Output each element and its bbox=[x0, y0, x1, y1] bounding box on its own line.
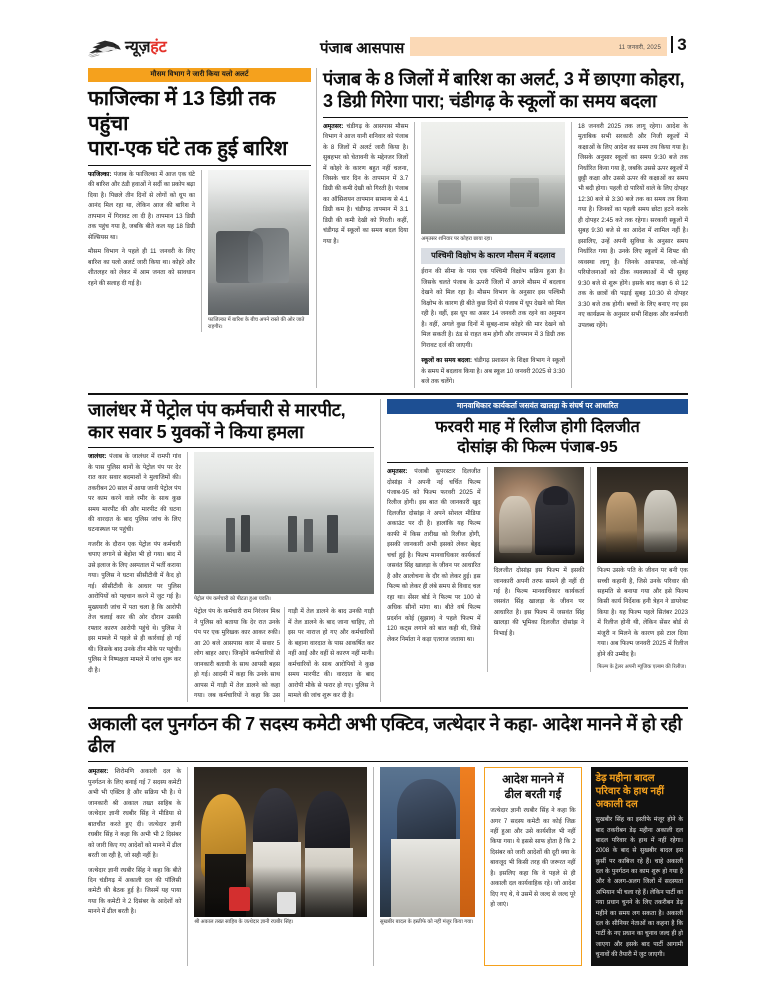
publication-date: 11 जनवरी, 2025 bbox=[618, 44, 661, 51]
headline-line-1: फरवरी माह में रिलीज होगी दिलजीत bbox=[435, 419, 640, 437]
akali-col-3 bbox=[373, 767, 475, 966]
subhead-school-timing: स्कूलों का समय बदला: bbox=[421, 357, 472, 365]
fazilka-para-1 bbox=[88, 170, 195, 243]
divider bbox=[88, 165, 311, 166]
dateline-jalandhar: जालंधर: bbox=[88, 453, 107, 461]
headline-line-2: कार सवार 5 युवकों ने किया हमला bbox=[88, 421, 304, 442]
punjab-para-1 bbox=[323, 122, 408, 248]
headline-line-1: पंजाब के 8 जिलों में बारिश का अलर्ट, 3 में छाएगा कोहरा, bbox=[323, 69, 685, 89]
fazilka-col-1 bbox=[88, 170, 195, 332]
divider bbox=[323, 117, 688, 118]
section-title: पंजाब आसपास bbox=[320, 40, 405, 57]
date-band bbox=[410, 37, 667, 56]
article-punjab-alert bbox=[316, 68, 688, 388]
akali-col-1 bbox=[88, 767, 181, 966]
punjab95-col-1 bbox=[387, 467, 481, 672]
photo-fog-amritsar bbox=[421, 122, 565, 234]
punjab95-col-2 bbox=[487, 467, 585, 672]
jalandhar-para-2: गजरीर के दौरान एक पेट्रोल पंप कर्मचारी चपाए लगाने से बेहोश भी हो गया। बाद में उसे इलाज के लिए अस्पताल में भर्ती कराया गया। पुलिस ने घटना सीसीटीवी में कैद हो गई। सीसीटीवी के आधार पर पुलिस आरोपियों को पहचान करने में जुट गई है। मुख्ययारी जांच में पता चला है कि आरोपी तेज चलाई कार की ओर दौरान उसकी रफ्तार कारण आरोपी पहुंचे थे। पुलिस ने इस मामले में पहले से ही कार्रवाई हो गई थी। जिसके बाद उनके तीन मौके पर पहुंची। पुलिस ने निष्पक्षता मामले में जांच शुरू कर दी है। bbox=[88, 540, 181, 674]
caption-jathedar: श्री अकाल तख्त साहिब के जत्थेदार ज्ञानी रघबीर सिंह। bbox=[194, 919, 294, 926]
akali-para-1 bbox=[88, 767, 181, 861]
sidebar-heading-line-1: आदेश मानने में bbox=[502, 774, 564, 787]
photo-jathedar-press bbox=[194, 767, 367, 917]
sidebar2-heading-line-2: परिवार के हाथ नहीं bbox=[595, 786, 664, 798]
sidebar-order-compliance bbox=[484, 767, 581, 966]
jalandhar-para-1-text: पंजाब के जालंधर में रामपी गांव के पास पुलिस थानों के पेट्रोल पंप पर देर रात कार सवार बदमाशों ने मुलाजिमों की। तकरीबन 20 साल में आया जानी पेट्रोल पंप पर काम करने वाले रमीर के साथ कुछ समय मारपीट की और मारपीट की घटना की वारदात के बाद पुलिस जांच के लिए घटनास्थल पर पहुंची। bbox=[88, 453, 182, 534]
article-fazilka-rain bbox=[88, 68, 316, 388]
headline-line-2: 3 डिग्री गिरेगा पारा; चंडीगढ़ के स्कूलों का समय बदला bbox=[323, 91, 657, 112]
caption-sukhbir: सुखबीर बादल के इस्तीफे को नहीं मंजूर किया गया। bbox=[380, 919, 474, 926]
headline-akali-dal: अकाली दल पुनर्गठन की 7 सदस्य कमेटी अभी एक्टिव, जत्थेदार ने कहा- आदेश मानने में हो रही ढील bbox=[88, 713, 682, 756]
punjab-col-2 bbox=[414, 122, 565, 388]
punjab95-para-3: फिल्म उसके पति के जीवन पर बनी एक सच्ची कहानी है, जिसे उनके परिवार की सहमति से बनाया गया और इसे फिल्म किसी कार्य निर्देशक हनी त्रेहन ने डायरेक्ट किया है। यह फिल्म पहले सितंबर 2023 में रिलीज होनी थी, लेकिन सेंसर बोर्ड से मंजूरी न मिलने के कारण इसे टाल दिया गया। अब फिल्म जनवरी 2025 में रिलीज होने की उम्मीद है। bbox=[597, 567, 688, 658]
fazilka-para-2: मौसम विभाग ने पहले ही 11 जनवरी के लिए बारिश का यलो अलर्ट जारी किया था। कोहरे और शीतलहर को लेकर में आम जनता को सावधान रहने की सलाह दी गई है। bbox=[88, 248, 195, 287]
headline-line-2: पारा-एक घंटे तक हुई बारिश bbox=[88, 137, 288, 160]
headline-jalandhar bbox=[88, 399, 374, 444]
middle-block bbox=[88, 399, 688, 702]
punjab-para-3: 18 जनवरी 2025 तक लागू रहेगा। आदेश के मुताबिक सभी सरकारी और निजी स्कूलों में कक्षाओं के लिए आदेश का समय तय किया गया है। जिसके अनुसार स्कूलों का समय 9:30 बजे तक निर्धारित किया गया है, जबकि उससे ऊपर स्कूलों में छुट्टी कक्षा और उससे ऊपर की कक्षाओं का समय भी बदी होगा। पहली दो पारियों वाले के लिए दोपहर 12:30 बजे से 3:30 बजे तक का समय तय किया गया है। जिनकों का पहली समय छोटा हटने करके ही दोपहर 2:45 करे तक रहेगा। सरकारी स्कूलों में सुबह 9:30 बजे से का आदेश में शामिल नहीं है। इसालिए, उन्हें अपनी सुविधा के अनुसार समय निर्धारित गया है। उनके लिए स्कूलों में शिफ्ट की व्यवस्था लागू है। जिनके आसपास, जो-कोई परियोजनाओं को ठीक व्यवस्थाओं में भी सुबह 9:30 बजे से शुरू होंगे। इसके बाद कक्षा 6 से 12 तक के छात्रों की पढ़ाई सुबह 10:30 से दोपहर 3:30 बजे तक होगी। बच्चों के लिए बनाए गए इस नए कार्यक्रम के अनुसार सभी शिक्षक और कर्मचारी उपलब्ध रहेंगे। bbox=[577, 122, 689, 329]
divider bbox=[88, 761, 688, 762]
subhead2-block bbox=[421, 356, 565, 387]
sidebar2-heading-line-3: अकाली दल bbox=[595, 799, 638, 811]
subhead-western-disturbance: पश्चिमी विक्षोभ के कारण मौसम में बदलाव bbox=[421, 248, 565, 265]
section-divider-1 bbox=[88, 393, 688, 395]
headline-line-1: फाजिल्का में 13 डिग्री तक पहुंचा bbox=[88, 87, 276, 135]
punjab95-caption-text: दिलजीत दोसांझ इस फिल्म में इसकी जानकारी अपनी तरफ सामने ही नहीं दी गई है। फिल्म मानवाधिकार कार्यकर्ता जसवंत सिंह खालड़ा के जीवन पर आधारित है। इस फिल्म में जसवंत सिंह खालड़ा की भूमिका दिलजीत दोसांझ ने निभाई है। bbox=[493, 567, 585, 637]
headline-fazilka bbox=[88, 86, 311, 161]
sidebar-text-1: जत्थेदार ज्ञानी रघबीर सिंह ने कहा कि अगर 7 सदस्य कमेटी का कोई जिक्र नहीं हुआ और उसे कार्यशील भी नहीं किया गया। ये इससे साफ होता है कि 2 दिसंबर को जारी आदेशों की दूरी क्या के बावजूद भी किसी तरह की जरूरत नहीं है। इसलिए कहा कि वे पहले से ही अकाली दल कार्यवाहिक रहे। जो आदेश दिए गए थे, ये उसमें से जल्द से जल्द पूरे हो जाएं। bbox=[490, 807, 576, 909]
headline-line-1: जालंधर में पेट्रोल पंप कर्मचारी से मारपीट, bbox=[88, 399, 346, 420]
kicker-khalra: मानवाधिकार कार्यकर्ता जसवंत खालड़ा के संघर्ष पर आधारित bbox=[387, 399, 688, 415]
dateline-amritsar: अमृतसर: bbox=[323, 122, 344, 130]
photo-fazilka-street bbox=[208, 170, 309, 315]
dateline-fazilka: फाजिल्का: bbox=[88, 171, 112, 178]
sidebar-badal-family bbox=[591, 767, 688, 966]
headline-punjab95 bbox=[387, 418, 688, 458]
photo-diljit-family bbox=[494, 467, 585, 563]
fazilka-para-1-text: पंजाब के फाजिल्का में आज एक घंटे की बारिश और ठंडी हवाओं ने सर्दी का प्रकोप बढ़ा दिया है। पिछले तीन दिनों से लोगों को धूप का आनंद मिल रहा था, लेकिन आज की बारिश ने तापमान में गिरावट ला दी है। तापमान 13 डिग्री तक पहुंच गया है, जबकि बीते कल यह 18 डिग्री सेल्सियस था। bbox=[88, 171, 195, 241]
punjab-col-3 bbox=[571, 122, 688, 388]
kicker-weather-alert: मौसम विभाग ने जारी किया यलो अलर्ट bbox=[88, 68, 311, 82]
sidebar-heading-2 bbox=[596, 772, 683, 811]
headline-punjab-alert bbox=[323, 68, 688, 113]
logo-accent-text: हंट bbox=[150, 39, 167, 56]
page-number: 3 bbox=[671, 36, 688, 53]
punjab95-col-3 bbox=[590, 467, 688, 672]
jalandhar-para-3: पेट्रोल पंप के कर्मचारी राम निरंजन मिश्र ने पुलिस को बताया कि देर रात उनके पंप पर एक मुरिखक कार आकर रुकी। आ 20 बजे आसपास कार में सवार 5 लोग बाहर आए। जिन्होंने कर्मचारियों से जानकारी बतायी के साथ आपसी बहस हो गई। आदमी में कहा कि उनके साथ आपस में गाड़ी में तेल डालने को कहा गया। जब कर्मचारियों ने कहा कि उस गाड़ी में तेल डालने के बाद उनकी गाड़ी में तेल डालने के बाद जाना चाहिए, तो इस पर नाराज हो गए और कर्मचारियों के बहाना वारदात के पास आकर्षित कर नहीं आईं और वहीं से कारण नहीं मानी। कर्मचारियों के साथ आरोपियों ने कुछ समय मारपीट की। वारदात के बाद आरोपी मौके से फरार हो गए। पुलिस ने मामले की जांच शुरू कर दी है। bbox=[194, 608, 374, 700]
punjab95-columns bbox=[387, 467, 688, 672]
sidebar-heading-1 bbox=[490, 773, 575, 802]
akali-col-2 bbox=[187, 767, 367, 966]
logo-primary-text: न्यूज़ bbox=[125, 39, 151, 56]
bottom-block bbox=[88, 713, 688, 967]
punjab-col-1 bbox=[323, 122, 408, 388]
punjab-alert-columns bbox=[323, 122, 688, 388]
caption-fog-photo: अमृतसर शनिवार पर कोहरा छाया रहा। bbox=[421, 235, 493, 242]
article-punjab95-film bbox=[380, 399, 688, 702]
hawk-logo-icon bbox=[88, 38, 122, 58]
caption-fazilka-photo: फाजिल्का में बारिश के बीच अपने रास्ते की ओर जाते राहगीर। bbox=[208, 317, 305, 331]
section-divider-2 bbox=[88, 707, 688, 709]
jalandhar-col-2 bbox=[187, 452, 374, 702]
divider bbox=[88, 447, 374, 448]
jalandhar-columns bbox=[88, 452, 374, 702]
sidebar-text-2: सुखबीर सिंह का इस्तीफे मंजूर होने के बाद तकरीबन डेढ़ महीना अकाली दल बादल परिवार के हाथ में नहीं रहेगा। 2008 के बाद से सुखबीर बादल इस कुर्सी पर काबिज रहे हैं। चाहे अकाली दल के पुनर्गठन का काम शुरू हो गया है और वे अलग-अलग जिलों में सदस्यता अभियान भी चला रहे हैं। लेकिन पार्टी का नया प्रधान चुनने के लिए तकरीबन डेढ़ महीने का समय लग सकता है। अकाली दल के सीनियर नेताओं का कहना है कि पार्टी के नए प्रधान का चुनाव जल्द ही हो जाएगा और इसके बाद पार्टी आगामी चुनावों की तैयारी में जुट जाएगी। bbox=[595, 816, 683, 958]
photo-sukhbir-badal bbox=[380, 767, 475, 917]
masthead bbox=[88, 36, 688, 66]
akali-para-2: जत्थेदार ज्ञानी रघबीर सिंह ने कहा कि बीते दिन चंडीगढ़ में अकाली दल की पॉलिसी कमेटी की बैठक हुई है। जिसमें यह पाया गया कि कमेटी ने 2 दिसंबर के आदेशों को मानने में ढील बरती है। bbox=[88, 866, 182, 916]
publication-logo[interactable] bbox=[88, 36, 316, 58]
fazilka-columns bbox=[88, 170, 311, 332]
akali-para-1-text: शिरोमणि अकाली दल के पुनर्गठन के लिए बनाई गई 7 सदस्य कमेटी अभी भी एक्टिव है और सक्रिय भी है। ये जानकारी श्री अकाल तख्त साहिब के जत्थेदार ज्ञानी रघबीर सिंह ने मीडिया से बातचीत करते हुए दी। जत्थेदार ज्ञानी रघबीर सिंह ने कहा कि अभी भी 2 दिसंबर को जारी किए गए आदेशों को मानने में ढील बरती जा रही है, जो सही नहीं है। bbox=[88, 768, 182, 860]
jalandhar-col-1 bbox=[88, 452, 181, 702]
dateline-amritsar-film: अमृतसर: bbox=[387, 468, 408, 476]
subhead1-text: ईरान की सीमा के पास एक पश्चिमी विक्षोभ सक्रिय हुआ है। जिसके चलते पंजाब के ऊपरी जिलों में अगले मौसम में बदलाव देखने को मिल रहा है। मौसम विभाग के अनुसार इस पश्चिमी विक्षोभ के कारण ही बीते कुछ दिनों से पंजाब में धूप देखने को मिल रही है। वहीं, इस धूप का असर 14 जनवरी तक रहने का अनुमान है। वहीं, अगले कुछ दिनों में सुबह-शाम कोहरे की मार देखने को मिल सकती है। ठंड से राहत कम होगी और तापमान में 3 डिग्री तक गिरावट दर्ज की जाएगी। bbox=[421, 268, 565, 349]
dateline-amritsar-akali: अमृतसर: bbox=[88, 768, 109, 776]
punjab95-para-1 bbox=[387, 467, 481, 645]
photo-khalra-tribute bbox=[597, 467, 688, 563]
photo-petrol-pump-cctv bbox=[194, 452, 374, 594]
article-jalandhar-assault bbox=[88, 399, 380, 702]
sidebar2-heading-line-1: डेढ़ महीना बादल bbox=[595, 773, 655, 785]
punjab-para-1-text: चंडीगढ़ के आसपास मौसम विभाग ने आज यानी शनिवार को पंजाब के 8 जिलों में अलर्ट जारी किया है। सुबहभर को चेतावनी के मद्देनजर जिलों में कोहरे के कारण बहुत नहीं चलना, जिसके चार दिन के तापमान में 3.7 डिग्री की कमी देखी को गिरती है। पंजाब का ऑसिशयन तापमान सामान्य से 4.1 डिग्री कम है। चंडीगढ़ तापमान में 3.1 डिग्री की कमी देखी को गिरती। कहीं, चंडीगढ़ में स्कूलों का समय बदल दिया गया है। bbox=[323, 122, 409, 245]
punjab95-para-1-text: पंजाबी सुपरस्टार दिलजीत दोसांझ ने अपनी नई चर्चित फिल्म पंजाब-95 को फिल्म फरवरी 2025 में रिलीज होगी। इस बात की जानकारी खुद दिलजीत दोसांझ ने अपने सोशल मीडिया अकाउंट पर दी है। हालांकि यह फिल्म काफी में किस तारीख को रिलीज होगी, इसकी जानकारी अभी इसको लेकर बेहद चर्चा हुई है। फिल्म मानवाधिकार कार्यकर्ता जसवंत सिंह खालड़ा के जीवन पर आधारित है और आलोचना के दौर को लेकर हुई। इस फिल्म को लेकर ही लंबे समय से विवाद चल रहा था। सेंसर बोर्ड ने फिल्म पर 100 से अधिक सीनों मांगा था। बीते वर्ष फिल्म प्रदर्शन कोई (सुझाव) ने पहले फिल्म में 120 कट्स लगाने को बात कही थी, जिसे लेकर निर्माता ने कड़ा एतराज जताया था। bbox=[387, 468, 481, 643]
sidebar-heading-line-2: ढील बरती गई bbox=[504, 788, 562, 801]
subhead2-text: चंडीगढ़ प्रशासन के शिक्षा विभाग ने स्कूलों के समय में बदलाव किया है। अब स्कूल 10 जनवरी 2025 से 3:30 बजे तक चलेंगे। bbox=[421, 357, 565, 386]
top-block bbox=[88, 68, 688, 388]
caption-petrol-pump: पेट्रोल पंप कर्मचारी को पीटता हुआ यवति। bbox=[194, 596, 271, 603]
jalandhar-para-1 bbox=[88, 452, 181, 536]
newspaper-sheet bbox=[88, 36, 688, 971]
headline-line-2: दोसांझ की फिल्म पंजाब-95 bbox=[457, 439, 618, 457]
divider bbox=[387, 462, 688, 463]
akali-columns bbox=[88, 767, 688, 966]
fazilka-col-2 bbox=[201, 170, 309, 332]
caption-music-release: फिल्म के ट्रेलर अपनी म्यूजिक एल्बम की रिलीज। bbox=[597, 664, 687, 671]
